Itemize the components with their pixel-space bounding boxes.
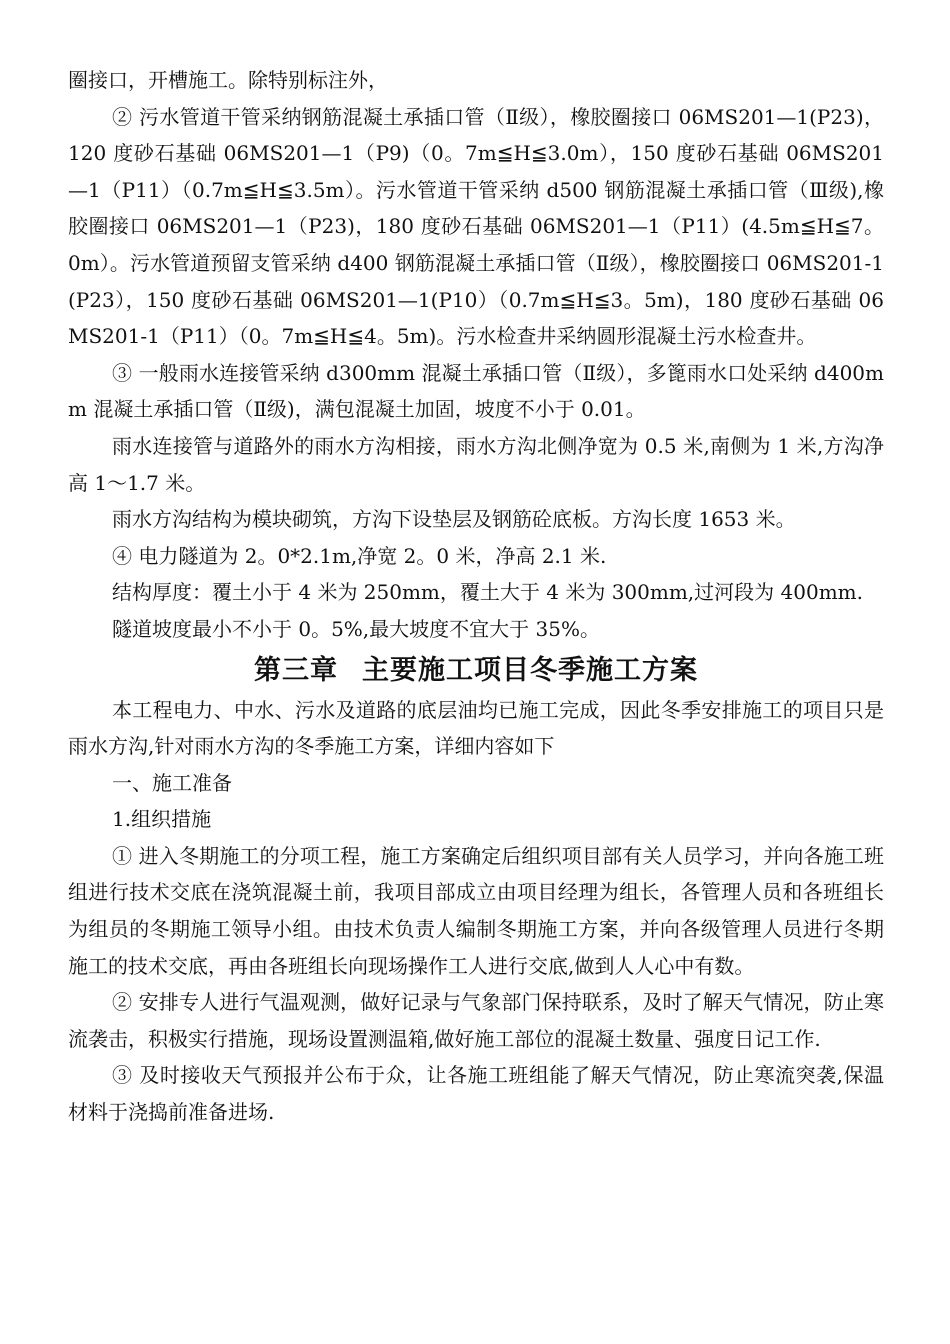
paragraph-org-measure-1: ① 进入冬期施工的分项工程，施工方案确定后组织项目部有关人员学习，并向各施工班组进行技术交底在浇筑混凝土前，我项目部成立由项目经理为组长，各管理人员和各班组长为组员的冬期施工领导小组。由技术负责人编制冬期施工方案，并向各级管理人员进行冬期施工的技术交底，再由各班组长向现场操作工人进行交底,做到人人心中有数。 (68, 843, 884, 978)
paragraph-tunnel-slope: 隧道坡度最小不小于 0。5%,最大坡度不宜大于 35%。 (112, 616, 600, 641)
paragraph: 圈接口，开槽施工。除特别标注外， (68, 68, 388, 92)
paragraph-power-tunnel: ④ 电力隧道为 2。0*2.1m,净宽 2。0 米，净高 2.1 米. (112, 543, 607, 568)
subsection-heading-organization: 1.组织措施 (112, 807, 212, 832)
chapter-heading (68, 652, 884, 690)
paragraph-org-measure-3: ③ 及时接收天气预报并公布于众，让各施工班组能了解天气情况，防止寒流突袭,保温材料于浇捣前准备进场. (68, 1063, 884, 1125)
paragraph-ditch-structure: 雨水方沟结构为模块砌筑，方沟下设垫层及钢筋砼底板。方沟长度 1653 米。 (112, 507, 796, 532)
section-before (68, 62, 884, 648)
paragraph-rain-ditch: 雨水连接管与道路外的雨水方沟相接，雨水方沟北侧净宽为 0.5 米,南侧为 1 米,方沟净高 1～1.7 米。 (68, 433, 884, 495)
paragraph-rain-pipes: ③ 一般雨水连接管采纳 d300mm 混凝土承插口管（Ⅱ级），多篦雨水口处采纳 d400mm 混凝土承插口管（Ⅱ级)，满包混凝土加固，坡度不小于 0.01。 (68, 360, 884, 422)
document-page (68, 62, 884, 1131)
section-heading-preparation: 一、施工准备 (112, 770, 232, 795)
chapter-title: 主要施工项目冬季施工方案 (362, 654, 698, 686)
paragraph-structure-thickness: 结构厚度：覆土小于 4 米为 250mm，覆土大于 4 米为 300mm,过河段为 400mm. (112, 580, 863, 605)
chapter-number: 第三章 (254, 654, 338, 686)
paragraph-intro: 本工程电力、中水、污水及道路的底层油均已施工完成，因此冬季安排施工的项目只是雨水方沟,针对雨水方沟的冬季施工方案，详细内容如下 (68, 697, 884, 759)
section-after (68, 692, 884, 1131)
paragraph-org-measure-2: ② 安排专人进行气温观测，做好记录与气象部门保持联系，及时了解天气情况，防止寒流袭击，积极实行措施，现场设置测温箱,做好施工部位的混凝土数量、强度日记工作. (68, 990, 884, 1051)
paragraph-sewage-pipes: ② 污水管道干管采纳钢筋混凝土承插口管（Ⅱ级），橡胶圈接口 06MS201—1(P23)，120 度砂石基础 06MS201—1（P9)（0。7m≦H≦3.0m），150 度砂石基础 06MS201—1（P11）（0.7m≦H≦3.5m）。污水管道干管采纳 d500 钢筋混凝土承插口管（Ⅲ级),橡胶圈接口 06MS201—1（P23)，180 度砂石基础 06MS201—1（P11）(4.5m≦H≦7。0m）。污水管道预留支管采纳 d400 钢筋混凝土承插口管（Ⅱ级），橡胶圈接口 06MS201-1(P23），150 度砂石基础 06MS201—1(P10）（0.7m≦H≦3。5m)，180 度砂石基础 06MS201-1（P11）（0。7m≦H≦4。5m)。污水检查井采纳圆形混凝土污水检查井。 (68, 104, 884, 349)
